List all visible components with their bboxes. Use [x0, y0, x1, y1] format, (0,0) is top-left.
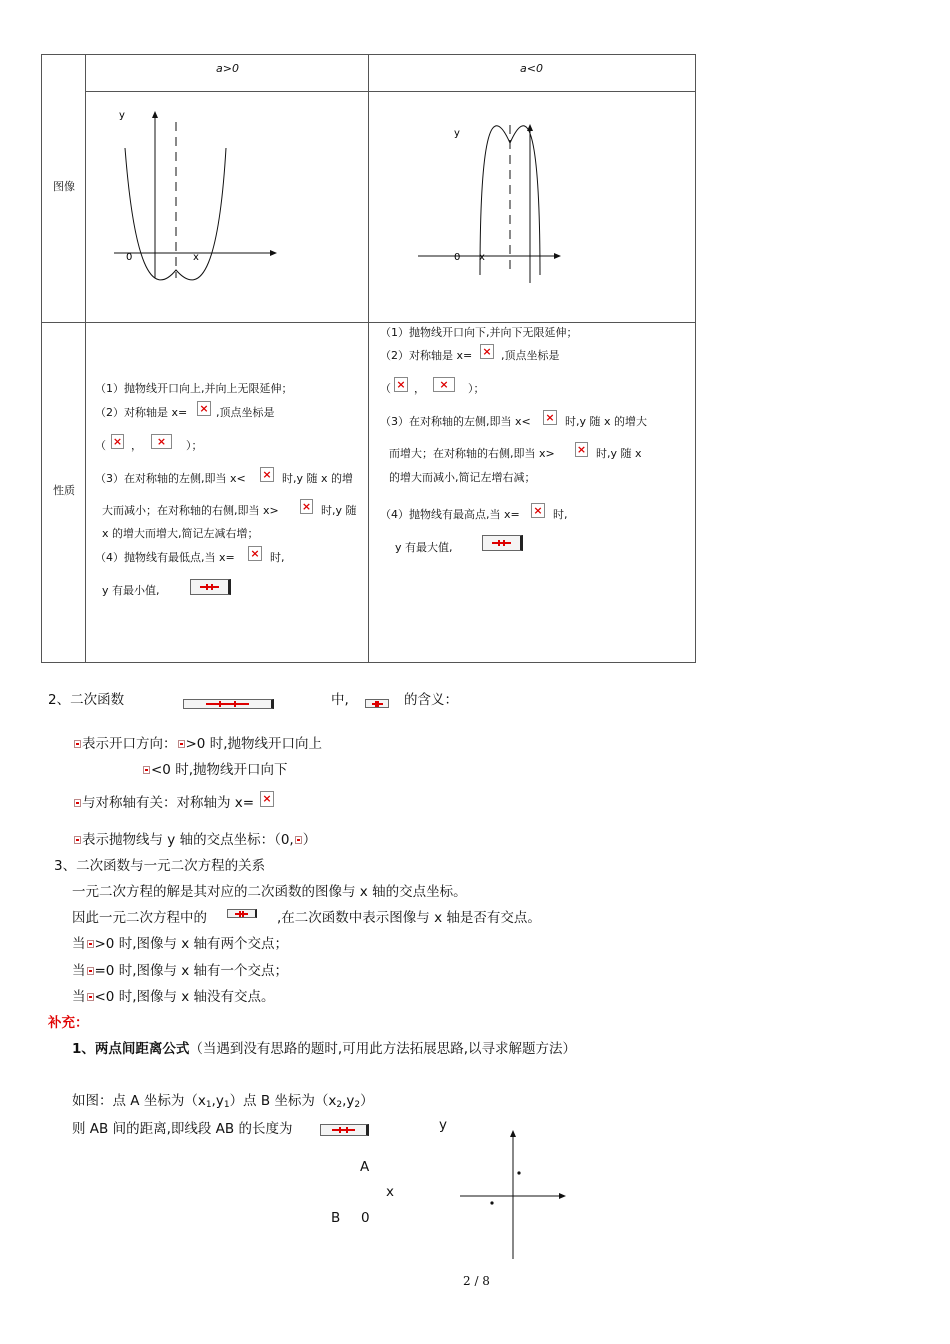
table-divider: [42, 322, 695, 323]
right-prop-2b: ,顶点坐标是: [501, 349, 560, 362]
coordinate-plane: [455, 1125, 575, 1265]
a-negative-text: <0 时,抛物线开口向下: [151, 762, 288, 778]
points-coordinates: [72, 1089, 374, 1110]
row-label-graph: 图像: [53, 180, 75, 193]
right-prop-3: （3）在对称轴的左侧,即当 x<: [380, 415, 531, 428]
case-no-root: [72, 985, 275, 1005]
left-prop-2b: ,顶点坐标是: [216, 406, 275, 419]
left-prop-3d: 时,y 随: [321, 504, 357, 517]
a-symbol-icon: [178, 740, 185, 748]
a-negative-line: [142, 758, 287, 778]
x-label: x: [193, 252, 199, 263]
row-label-properties: 性质: [53, 484, 75, 497]
distance-formula-heading: [72, 1037, 576, 1057]
coord-text: ,y: [342, 1093, 355, 1109]
left-prop-3b: 时,y 随 x 的增: [282, 472, 354, 485]
left-prop-2: （2）对称轴是 x=: [95, 406, 188, 419]
x-label: x: [479, 252, 485, 263]
left-prop-3e: x 的增大而增大,简记左减右增；: [102, 527, 259, 540]
broken-image-icon: [151, 434, 172, 449]
right-prop-4: （4）抛物线有最高点,当 x=: [380, 508, 520, 521]
distance-text: 则 AB 间的距离,即线段 AB 的长度为: [72, 1121, 293, 1137]
right-prop-1: （1）抛物线开口向下,并向下无限延伸；: [380, 326, 578, 339]
c-symbol-icon: [74, 836, 81, 844]
formula-image: [183, 699, 274, 709]
right-prop-3b: 时,y 随 x 的增大: [565, 415, 648, 428]
broken-image-icon: [300, 499, 313, 514]
label-b: B: [331, 1210, 341, 1226]
b-meaning-line: [73, 791, 254, 811]
broken-image-icon: [531, 503, 545, 518]
right-prop-2c-open: （: [380, 382, 391, 395]
section3-line2a: 因此一元二次方程中的: [72, 910, 207, 926]
left-prop-4c: y 有最小值,: [102, 584, 160, 597]
label-a: A: [360, 1159, 370, 1175]
b-meaning-text: 与对称轴有关：对称轴为 x=: [82, 795, 255, 811]
c-meaning-line: [73, 828, 316, 848]
broken-image-icon: [260, 791, 274, 807]
left-prop-4: （4）抛物线有最低点,当 x=: [95, 551, 235, 564]
case-prefix: 当: [72, 989, 86, 1005]
broken-image-icon: [480, 344, 494, 359]
table-divider: [85, 91, 695, 92]
label-origin: 0: [361, 1210, 370, 1226]
broken-image-icon: [433, 377, 455, 392]
right-prop-4c: y 有最大值,: [395, 541, 453, 554]
y-label: y: [454, 128, 460, 139]
b-symbol-icon: [74, 799, 81, 807]
right-prop-2c-close: ）；: [468, 382, 485, 395]
left-prop-2c-close: ）；: [186, 439, 203, 452]
broken-image-icon: [197, 401, 211, 416]
header-a-negative: a<0: [520, 62, 543, 75]
origin-label: 0: [454, 252, 461, 263]
coord-text: ）: [360, 1093, 374, 1109]
broken-image-icon: [543, 410, 557, 425]
delta-icon: [87, 993, 94, 1001]
header-a-positive: a>0: [216, 62, 239, 75]
section2-end: 的含义：: [404, 692, 458, 708]
broken-image-icon: [260, 467, 274, 482]
subscript: 1: [205, 1100, 212, 1110]
a-meaning-line: [73, 732, 322, 752]
table-divider: [85, 55, 86, 662]
broken-image-icon: [575, 442, 588, 457]
right-prop-3d: 时,y 随 x: [596, 447, 642, 460]
case-one-root: [72, 959, 288, 979]
c-meaning-text: 表示抛物线与 y 轴的交点坐标：（0,: [82, 832, 294, 848]
point-b: [490, 1201, 493, 1204]
broken-image-icon: [111, 434, 124, 449]
left-prop-1: （1）抛物线开口向上,并向上无限延伸；: [95, 382, 293, 395]
delta-icon: [87, 940, 94, 948]
right-prop-4b: 时,: [553, 508, 568, 521]
right-prop-3c: 而增大；在对称轴的右侧,即当 x>: [389, 447, 555, 460]
formula-image: [227, 909, 257, 918]
subscript: 1: [223, 1100, 230, 1110]
subscript: 2: [354, 1100, 361, 1110]
page-number: 2 / 8: [463, 1274, 490, 1288]
distance-formula-note: （当遇到没有思路的题时,可用此方法拓展思路,以寻求解题方法）: [189, 1041, 576, 1057]
case-prefix: 当: [72, 936, 86, 952]
right-prop-3e: 的增大而减小,简记左增右减；: [389, 471, 536, 484]
c-meaning-end: ）: [302, 832, 317, 848]
left-prop-2c-comma: ，: [131, 439, 142, 452]
case-text: >0 时,图像与 x 轴有两个交点；: [94, 936, 289, 952]
graph-downward-parabola: [410, 115, 580, 290]
section2-mid: 中,: [331, 692, 349, 708]
supplement-title: 补充：: [48, 1015, 89, 1031]
label-x: x: [386, 1184, 394, 1200]
a-symbol-icon: [74, 740, 81, 748]
section3-title: 3、二次函数与一元二次方程的关系: [54, 858, 266, 874]
section3-line1: 一元二次方程的解是其对应的二次函数的图像与 x 轴的交点坐标。: [72, 884, 467, 900]
formula-image: [365, 699, 389, 708]
origin-label: 0: [126, 252, 133, 263]
coord-text: ,y: [211, 1093, 224, 1109]
graph-upward-parabola: [100, 100, 300, 290]
distance-formula-title: 1、两点间距离公式: [72, 1041, 190, 1057]
formula-image: [482, 535, 523, 551]
case-text: <0 时,图像与 x 轴没有交点。: [94, 989, 275, 1005]
formula-image: [190, 579, 231, 595]
a-meaning-text: 表示开口方向：: [82, 736, 177, 752]
coord-text: ）点 B 坐标为（x: [229, 1093, 337, 1109]
left-prop-3c: 大而减小；在对称轴的右侧,即当 x>: [102, 504, 279, 517]
case-text: =0 时,图像与 x 轴有一个交点；: [94, 963, 289, 979]
right-prop-2c-comma: ，: [414, 382, 425, 395]
delta-icon: [87, 967, 94, 975]
table-divider: [368, 55, 369, 662]
case-prefix: 当: [72, 963, 86, 979]
broken-image-icon: [248, 546, 262, 561]
label-y: y: [439, 1117, 447, 1133]
section3-line2b: ,在二次函数中表示图像与 x 轴是否有交点。: [277, 910, 541, 926]
formula-image: [320, 1124, 369, 1136]
broken-image-icon: [394, 377, 408, 392]
subscript: 2: [336, 1100, 343, 1110]
a-symbol-icon: [143, 766, 150, 774]
left-prop-2c-open: （: [95, 439, 106, 452]
a-positive-text: >0 时,抛物线开口向上: [185, 736, 322, 752]
right-prop-2: （2）对称轴是 x=: [380, 349, 473, 362]
point-a: [517, 1171, 520, 1174]
left-prop-3: （3）在对称轴的左侧,即当 x<: [95, 472, 246, 485]
left-prop-4b: 时,: [270, 551, 285, 564]
section2-title: 2、二次函数: [48, 692, 125, 708]
c-symbol-icon: [295, 836, 302, 844]
case-two-roots: [72, 932, 288, 952]
y-label: y: [119, 110, 125, 121]
coord-text: 如图：点 A 坐标为（x: [72, 1093, 206, 1109]
